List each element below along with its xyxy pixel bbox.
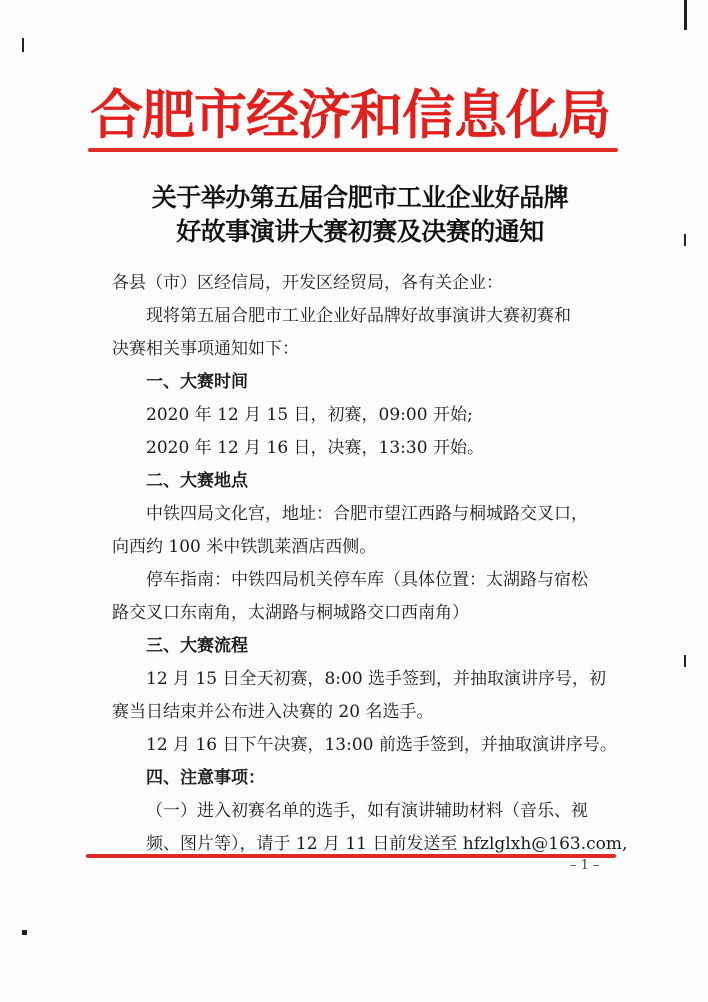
section-3-line-3: 12 月 16 日下午决赛，13:00 前选手签到，并抽取演讲序号。 [146, 735, 617, 755]
footer-red-rule [86, 854, 616, 858]
section-3-line-1: 12 月 15 日全天初赛，8:00 选手签到，并抽取演讲序号，初 [146, 669, 607, 689]
document-title-line-2: 好故事演讲大赛初赛及决赛的通知 [176, 217, 544, 246]
section-2-line-4: 路交叉口东南角，太湖路与桐城路交口西南角） [112, 603, 469, 623]
section-1-line-2: 2020 年 12 月 16 日，决赛，13:30 开始。 [146, 438, 484, 458]
section-1-heading: 一、大赛时间 [146, 372, 248, 392]
section-1-line-1: 2020 年 12 月 15 日，初赛，09:00 开始; [146, 405, 473, 425]
scan-mark [684, 0, 687, 30]
intro-line-2: 决赛相关事项通知如下： [112, 339, 299, 359]
section-2-heading: 二、大赛地点 [146, 471, 248, 491]
scan-mark [684, 234, 686, 246]
page-number: – 1 – [570, 858, 600, 873]
section-2-line-3: 停车指南：中铁四局机关停车库（具体位置：太湖路与宿松 [146, 570, 588, 590]
section-4-heading: 四、注意事项： [146, 768, 265, 788]
section-2-line-1: 中铁四局文化宫，地址：合肥市望江西路与桐城路交叉口， [146, 504, 588, 524]
document-title-line-1: 关于举办第五届合肥市工业企业好品牌 [151, 183, 569, 212]
section-2-line-2: 向西约 100 米中铁凯莱酒店西侧。 [112, 537, 377, 557]
section-4-line-2: 频、图片等），请于 12 月 11 日前发送至 hfzlglxh@163.com, [146, 834, 628, 854]
scan-mark [22, 38, 24, 52]
organization-header: 合肥市经济和信息化局 [90, 84, 610, 146]
scan-mark [22, 930, 27, 935]
scan-mark [684, 655, 686, 667]
salutation: 各县（市）区经信局，开发区经贸局，各有关企业： [112, 273, 503, 293]
section-3-line-2: 赛当日结束并公布进入决赛的 20 名选手。 [112, 702, 434, 722]
intro-line-1: 现将第五届合肥市工业企业好品牌好故事演讲大赛初赛和 [146, 306, 571, 326]
section-3-heading: 三、大赛流程 [146, 636, 248, 656]
header-red-rule [88, 148, 618, 152]
section-4-line-1: （一）进入初赛名单的选手，如有演讲辅助材料（音乐、视 [146, 801, 588, 821]
